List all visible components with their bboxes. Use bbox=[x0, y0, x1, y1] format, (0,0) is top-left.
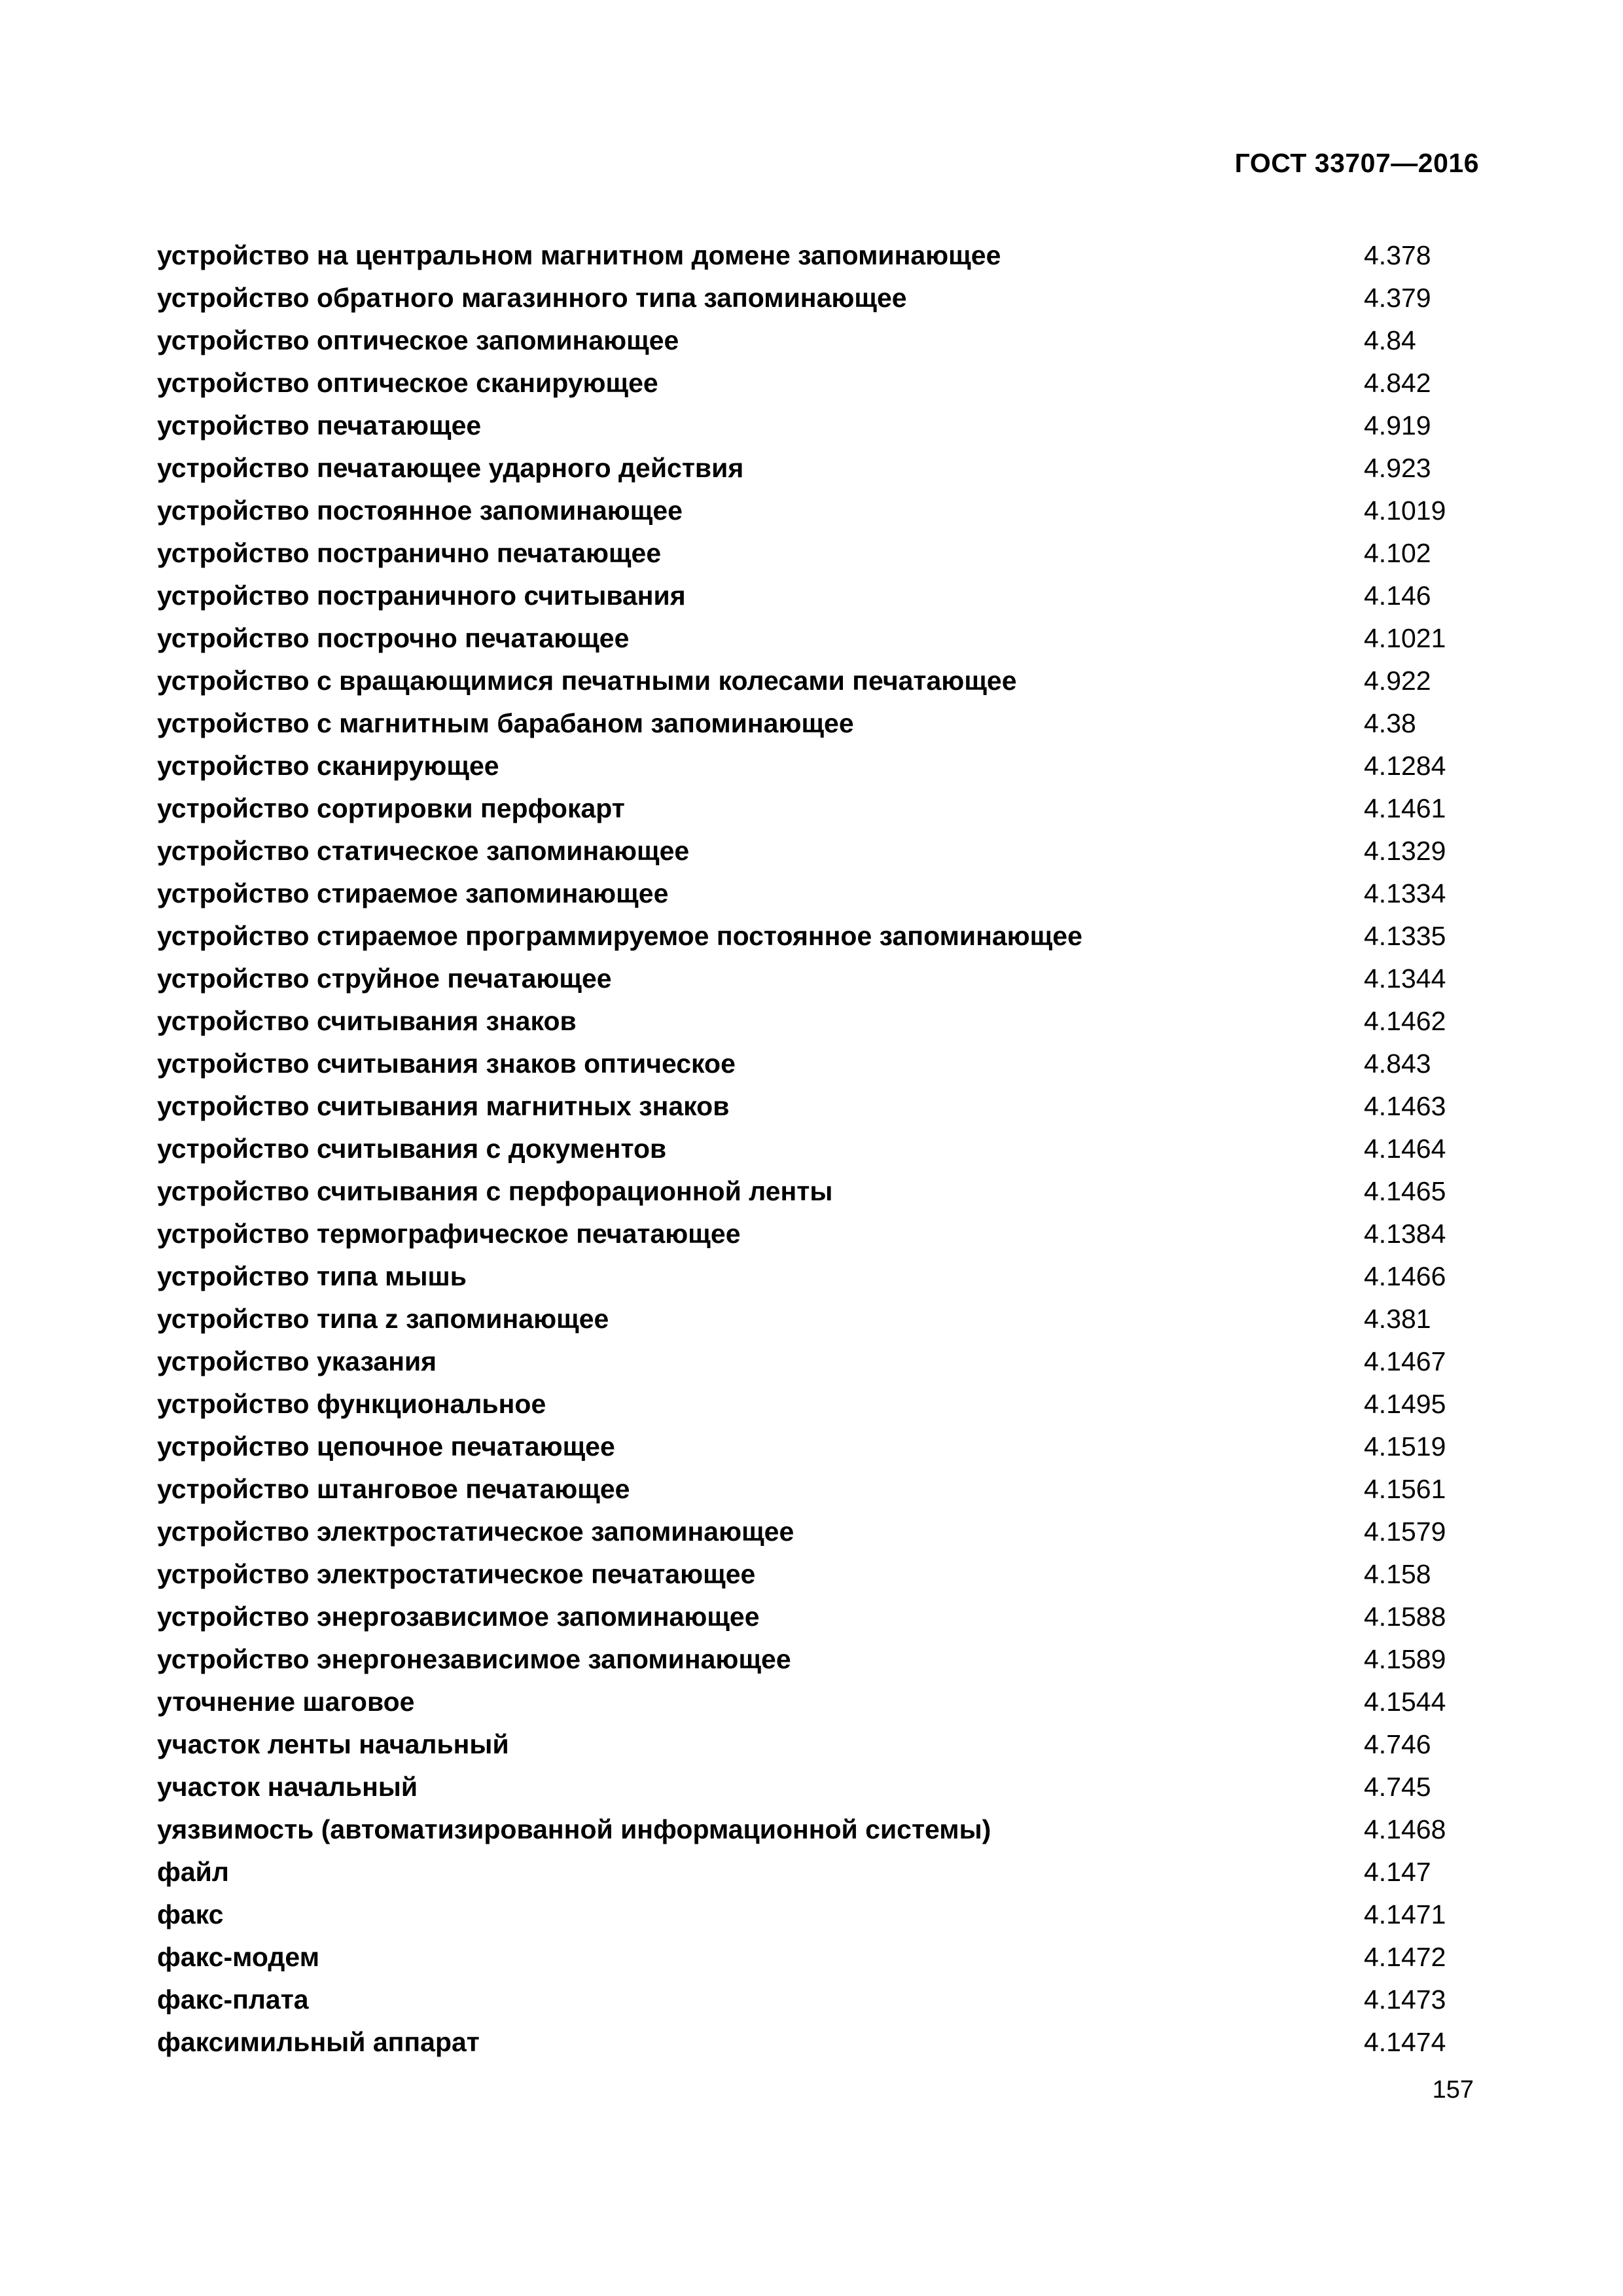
index-reference-number: 4.843 bbox=[1364, 1049, 1431, 1079]
index-term: устройство цепочное печатающее bbox=[157, 1431, 615, 1462]
index-reference-number: 4.378 bbox=[1364, 240, 1431, 270]
index-reference-number: 4.38 bbox=[1364, 708, 1416, 738]
index-entry bbox=[157, 1808, 1479, 1851]
index-term: устройство стираемое запоминающее bbox=[157, 878, 669, 908]
index-reference-number: 4.1561 bbox=[1364, 1474, 1446, 1504]
index-entry bbox=[157, 1213, 1479, 1255]
index-entry bbox=[157, 617, 1479, 660]
index-entry bbox=[157, 1340, 1479, 1383]
index-term: файл bbox=[157, 1857, 229, 1887]
index-term: устройство оптическое сканирующее bbox=[157, 368, 658, 398]
index-term: устройство указания bbox=[157, 1346, 437, 1376]
index-term: устройство с магнитным барабаном запоминающее bbox=[157, 708, 854, 738]
index-entry bbox=[157, 234, 1479, 277]
index-term: факсимильный аппарат bbox=[157, 2027, 480, 2057]
index-term: участок начальный bbox=[157, 1772, 418, 1802]
index-reference-number: 4.922 bbox=[1364, 666, 1431, 696]
index-reference-number: 4.1471 bbox=[1364, 1899, 1446, 1929]
index-entry bbox=[157, 872, 1479, 915]
index-entry bbox=[157, 447, 1479, 490]
index-term: устройство постраничного считывания bbox=[157, 581, 686, 611]
index-entry bbox=[157, 1043, 1479, 1085]
index-reference-number: 4.158 bbox=[1364, 1559, 1431, 1589]
index-reference-number: 4.1468 bbox=[1364, 1814, 1446, 1844]
index-term: факс-плата bbox=[157, 1984, 309, 2015]
index-entry bbox=[157, 319, 1479, 362]
index-reference-number: 4.1472 bbox=[1364, 1942, 1446, 1972]
index-reference-number: 4.1589 bbox=[1364, 1644, 1446, 1674]
index-entry bbox=[157, 1766, 1479, 1808]
index-entry bbox=[157, 1979, 1479, 2021]
index-term: устройство термографическое печатающее bbox=[157, 1219, 741, 1249]
index-entry bbox=[157, 490, 1479, 532]
index-term: устройство печатающее bbox=[157, 410, 482, 440]
index-reference-number: 4.147 bbox=[1364, 1857, 1431, 1887]
index-entry bbox=[157, 1468, 1479, 1511]
index-reference-number: 4.919 bbox=[1364, 410, 1431, 440]
index-term: устройство постранично печатающее bbox=[157, 538, 662, 568]
index-term: устройство печатающее ударного действия bbox=[157, 453, 744, 483]
index-term: устройство типа мышь bbox=[157, 1261, 467, 1291]
index-entry bbox=[157, 575, 1479, 617]
index-reference-number: 4.745 bbox=[1364, 1772, 1431, 1802]
index-entry bbox=[157, 1511, 1479, 1553]
index-reference-number: 4.1021 bbox=[1364, 623, 1446, 653]
index-reference-number: 4.842 bbox=[1364, 368, 1431, 398]
index-term: устройство энергозависимое запоминающее bbox=[157, 1602, 760, 1632]
index-reference-number: 4.1519 bbox=[1364, 1431, 1446, 1462]
index-term: устройство штанговое печатающее bbox=[157, 1474, 630, 1504]
index-term: устройство типа z запоминающее bbox=[157, 1304, 609, 1334]
index-entry bbox=[157, 404, 1479, 447]
index-term: устройство считывания с документов bbox=[157, 1134, 667, 1164]
index-term: факс-модем bbox=[157, 1942, 320, 1972]
index-entry bbox=[157, 2021, 1479, 2064]
index-term: устройство струйное печатающее bbox=[157, 963, 612, 994]
index-entry bbox=[157, 1255, 1479, 1298]
index-term: устройство оптическое запоминающее bbox=[157, 325, 679, 355]
index-term: устройство с вращающимися печатными колесами печатающее bbox=[157, 666, 1017, 696]
index-entry bbox=[157, 745, 1479, 787]
index-reference-number: 4.1463 bbox=[1364, 1091, 1446, 1121]
index-term: устройство сортировки перфокарт bbox=[157, 793, 625, 823]
index-term: устройство электростатическое запоминающее bbox=[157, 1516, 794, 1547]
index-reference-number: 4.1464 bbox=[1364, 1134, 1446, 1164]
index-reference-number: 4.1344 bbox=[1364, 963, 1446, 994]
index-term: устройство построчно печатающее bbox=[157, 623, 630, 653]
index-term: уточнение шаговое bbox=[157, 1687, 415, 1717]
index-entry bbox=[157, 1426, 1479, 1468]
index-term: устройство функциональное bbox=[157, 1389, 546, 1419]
index-reference-number: 4.1019 bbox=[1364, 495, 1446, 526]
index-reference-number: 4.1284 bbox=[1364, 751, 1446, 781]
index-reference-number: 4.1579 bbox=[1364, 1516, 1446, 1547]
index-entry bbox=[157, 1851, 1479, 1893]
index-entry bbox=[157, 1000, 1479, 1043]
index-reference-number: 4.1495 bbox=[1364, 1389, 1446, 1419]
index-reference-number: 4.1461 bbox=[1364, 793, 1446, 823]
index-term: устройство обратного магазинного типа запоминающее bbox=[157, 283, 907, 313]
index-reference-number: 4.381 bbox=[1364, 1304, 1431, 1334]
index-reference-number: 4.746 bbox=[1364, 1729, 1431, 1759]
index-list bbox=[157, 234, 1479, 2064]
index-reference-number: 4.1384 bbox=[1364, 1219, 1446, 1249]
index-entry bbox=[157, 1128, 1479, 1170]
index-entry bbox=[157, 787, 1479, 830]
index-entry bbox=[157, 1936, 1479, 1979]
index-entry bbox=[157, 1553, 1479, 1596]
index-entry bbox=[157, 958, 1479, 1000]
index-entry bbox=[157, 1383, 1479, 1426]
index-reference-number: 4.379 bbox=[1364, 283, 1431, 313]
index-reference-number: 4.1335 bbox=[1364, 921, 1446, 951]
document-header: ГОСТ 33707—2016 bbox=[1234, 148, 1479, 178]
index-entry bbox=[157, 1085, 1479, 1128]
index-term: устройство постоянное запоминающее bbox=[157, 495, 683, 526]
index-entry bbox=[157, 532, 1479, 575]
index-reference-number: 4.1462 bbox=[1364, 1006, 1446, 1036]
index-entry bbox=[157, 702, 1479, 745]
index-entry bbox=[157, 1638, 1479, 1681]
index-reference-number: 4.1474 bbox=[1364, 2027, 1446, 2057]
index-reference-number: 4.1473 bbox=[1364, 1984, 1446, 2015]
index-reference-number: 4.1467 bbox=[1364, 1346, 1446, 1376]
index-reference-number: 4.1465 bbox=[1364, 1176, 1446, 1206]
index-reference-number: 4.1588 bbox=[1364, 1602, 1446, 1632]
index-reference-number: 4.1334 bbox=[1364, 878, 1446, 908]
index-entry bbox=[157, 1170, 1479, 1213]
index-term: устройство статическое запоминающее bbox=[157, 836, 690, 866]
index-entry bbox=[157, 830, 1479, 872]
index-term: устройство энергонезависимое запоминающее bbox=[157, 1644, 791, 1674]
index-entry bbox=[157, 277, 1479, 319]
index-term: устройство считывания знаков оптическое bbox=[157, 1049, 736, 1079]
index-entry bbox=[157, 1596, 1479, 1638]
index-term: устройство считывания магнитных знаков bbox=[157, 1091, 730, 1121]
index-entry bbox=[157, 660, 1479, 702]
index-reference-number: 4.1544 bbox=[1364, 1687, 1446, 1717]
index-reference-number: 4.102 bbox=[1364, 538, 1431, 568]
index-term: устройство на центральном магнитном домене запоминающее bbox=[157, 240, 1001, 270]
index-entry bbox=[157, 915, 1479, 958]
index-term: устройство считывания с перфорационной ленты bbox=[157, 1176, 833, 1206]
index-term: устройство стираемое программируемое постоянное запоминающее bbox=[157, 921, 1082, 951]
index-entry bbox=[157, 362, 1479, 404]
index-reference-number: 4.146 bbox=[1364, 581, 1431, 611]
index-term: участок ленты начальный bbox=[157, 1729, 509, 1759]
page-number: 157 bbox=[1432, 2076, 1474, 2104]
index-reference-number: 4.1329 bbox=[1364, 836, 1446, 866]
index-reference-number: 4.923 bbox=[1364, 453, 1431, 483]
index-term: факс bbox=[157, 1899, 224, 1929]
index-entry bbox=[157, 1681, 1479, 1723]
index-reference-number: 4.1466 bbox=[1364, 1261, 1446, 1291]
index-entry bbox=[157, 1723, 1479, 1766]
index-term: устройство электростатическое печатающее bbox=[157, 1559, 756, 1589]
index-entry bbox=[157, 1298, 1479, 1340]
index-reference-number: 4.84 bbox=[1364, 325, 1416, 355]
index-term: устройство сканирующее bbox=[157, 751, 499, 781]
index-term: уязвимость (автоматизированной информационной системы) bbox=[157, 1814, 991, 1844]
index-term: устройство считывания знаков bbox=[157, 1006, 577, 1036]
index-entry bbox=[157, 1893, 1479, 1936]
